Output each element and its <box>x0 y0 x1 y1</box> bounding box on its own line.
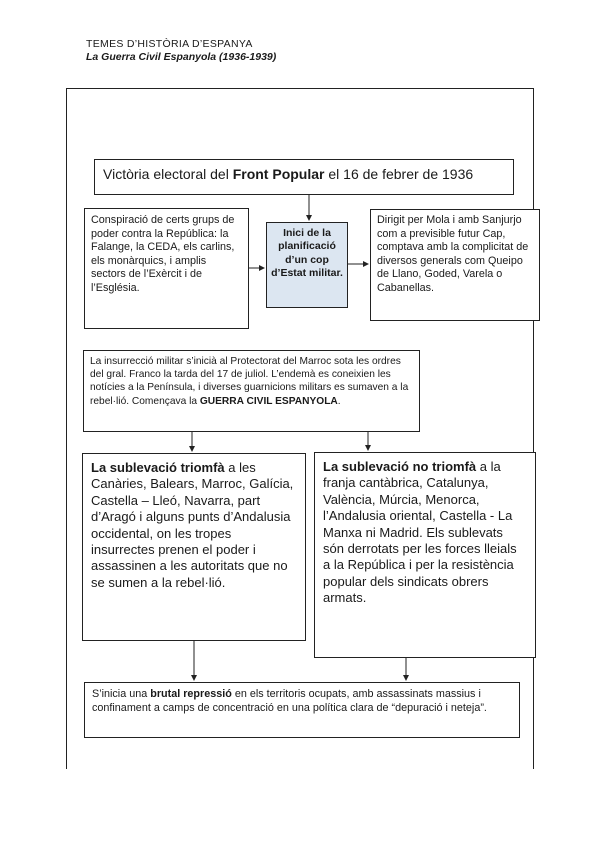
repression-text-pre: S’inicia una <box>92 688 151 700</box>
box-uprising-triumphs <box>82 453 306 641</box>
box-uprising-fails <box>314 452 536 658</box>
triumph-title: La sublevació triomfà <box>91 460 225 475</box>
insurrection-text-bold: GUERRA CIVIL ESPANYOLA <box>199 395 338 407</box>
box-repression <box>84 682 520 738</box>
no-triumph-title: La sublevació no triomfà <box>323 459 477 474</box>
triumph-text: a les Canàries, Balears, Marroc, Galícia, Castella – Lleó, Navarra, part d’Aragó i alguns punts d’Andalusia occidental, on les tropes insurrectes prenen el poder i assassinen a les autoritats que no se sumen a la rebel·lió. <box>91 460 294 590</box>
repression-text-bold: brutal repressió <box>150 688 232 700</box>
header-topic: La Guerra Civil Espanyola (1936-1939) <box>86 51 277 63</box>
insurrection-text-pre: La insurrecció militar s’inicià al Protectorat del Marroc sota les ordres del gral. Franco la tarda del 17 de juliol. L’endemà es coneixien les notícies a la Península, i diverses guarnicions militars es sumaven a la rebel·lió. Començava la <box>90 356 409 407</box>
box-leaders <box>370 209 540 321</box>
conspiracy-text: Conspiració de certs grups de poder contra la República: la Falange, la CEDA, els carlins, els monàrquics, i amplis sectors de l’Exèrcit i de l’Església. <box>91 214 235 294</box>
box-electoral-victory <box>94 159 514 195</box>
box-coup-planning <box>266 222 348 308</box>
repression-text-post: en els territoris ocupats, amb assassinats massius i confinament a camps de concentració en una política clara de “depuració i neteja”. <box>92 688 487 714</box>
insurrection-text-post: . <box>337 395 341 407</box>
box-insurrection <box>83 350 420 432</box>
electoral-text-post: el 16 de febrer de 1936 <box>324 166 474 182</box>
box-conspiracy <box>84 208 249 329</box>
leaders-text: Dirigit per Mola i amb Sanjurjo com a previsible futur Cap, comptava amb la complicitat de diversos generals com Queipo de Llano, Goded, Varela o Cabanellas. <box>377 214 529 294</box>
header-subject: TEMES D’HISTÒRIA D’ESPANYA <box>86 38 253 50</box>
electoral-text-pre: Victòria electoral del <box>103 166 233 182</box>
no-triumph-text: a la franja cantàbrica, Catalunya, València, Múrcia, Menorca, l’Andalusia oriental, Castella - La Manxa ni Madrid. Els sublevats són derrotats per les forces lleials a la República i per la resistència popular dels sindicats obrers armats. <box>323 459 517 606</box>
electoral-text-bold: Front Popular <box>232 166 325 182</box>
coup-planning-text: Inici de la planificació d’un cop d’Estat militar. <box>271 227 343 280</box>
